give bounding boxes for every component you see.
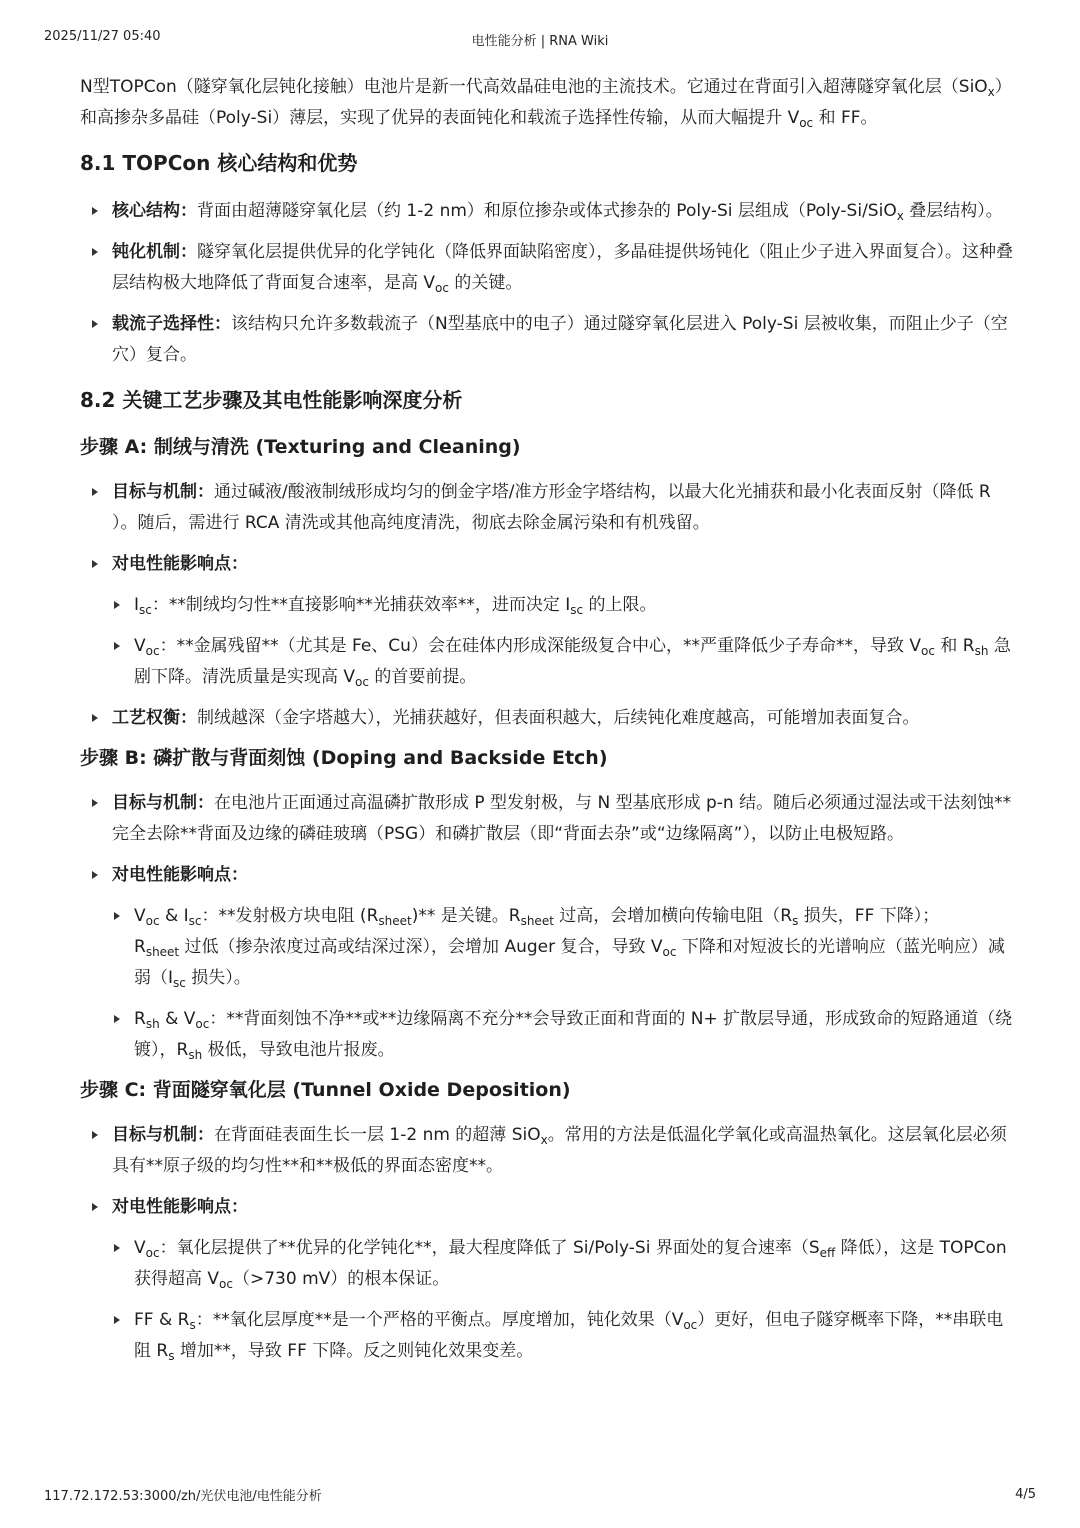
list-item: 目标与机制：在电池片正面通过高温磷扩散形成 P 型发射极，与 N 型基底形成 p-n 结。随后必须通过湿法或干法刻蚀**完全去除**背面及边缘的磷硅玻璃（PSG）和磷扩散层（即“背面去杂”或“边缘隔离”），以防止电极短路。 [80, 788, 1015, 850]
bullet-triangle-icon [92, 1203, 98, 1211]
bullet-triangle-icon [92, 248, 98, 256]
bullet-triangle-icon [114, 601, 120, 609]
bullet-triangle-icon [92, 714, 98, 722]
bullet-triangle-icon [114, 1244, 120, 1252]
bullet-triangle-icon [92, 207, 98, 215]
list-item: $V_{oc}$：氧化层提供了**优异的化学钝化**，最大程度降低了 Si/Poly-Si 界面处的复合速率（$S_{eff}$ 降低），这是 TOPCon 获得超高 $V_{oc}(>730$ mV）的根本保证。 [80, 1233, 1015, 1295]
list-item: 对电性能影响点： [80, 549, 1015, 580]
bullet-triangle-icon [92, 560, 98, 568]
topcon-structure-list [80, 196, 1015, 371]
section-heading-8-2: 8.2 关键工艺步骤及其电性能影响深度分析 [80, 388, 463, 412]
bullet-triangle-icon [92, 871, 98, 879]
list-item: 钝化机制：隧穿氧化层提供优异的化学钝化（降低界面缺陷密度），多晶硅提供场钝化（阻止少子进入界面复合）。这种叠层结构极大地降低了背面复合速率，是高 $V_{oc}$ 的关键。 [80, 237, 1015, 299]
list-item: $R_{sh}$ & $V_{oc}$：**背面刻蚀不净**或**边缘隔离不充分**会导致正面和背面的 N+ 扩散层导通，形成致命的短路通道（绕镀），$R_{sh}$ 极低，导致电池片报废。 [80, 1004, 1015, 1066]
list-item: $I_{sc}$：**制绒均匀性**直接影响**光捕获效率**，进而决定 $I_{sc}$ 的上限。 [80, 590, 1015, 621]
intro-paragraph: N型TOPCon（隧穿氧化层钝化接触）电池片是新一代高效晶硅电池的主流技术。它通过在背面引入超薄隧穿氧化层（SiO$_x$）和高掺杂多晶硅（Poly-Si）薄层，实现了优异的表面钝化和载流子选择性传输，从而大幅提升 $V_{oc}$ 和 FF。 [80, 77, 1012, 130]
list-item: 对电性能影响点： [80, 1192, 1015, 1223]
list-item: 对电性能影响点： [80, 860, 1015, 891]
list-item: 载流子选择性：该结构只允许多数载流子（N型基底中的电子）通过隧穿氧化层进入 Poly-Si 层被收集，而阻止少子（空穴）复合。 [80, 309, 1015, 371]
page-url: 117.72.172.53:3000/zh/光伏电池/电性能分析 [44, 1489, 322, 1504]
bullet-triangle-icon [114, 642, 120, 650]
bullet-triangle-icon [114, 912, 120, 920]
article-content [80, 72, 1015, 1377]
page-header-title: 电性能分析 | RNA Wiki [471, 34, 609, 49]
list-item: 工艺权衡：制绒越深（金字塔越大），光捕获越好，但表面积越大，后续钝化难度越高，可能增加表面复合。 [80, 703, 1015, 734]
list-item: 目标与机制：在背面硅表面生长一层 1-2 nm 的超薄 SiO$_x$。常用的方法是低温化学氧化或高温热氧化。这层氧化层必须具有**原子级的均匀性**和**极低的界面态密度**。 [80, 1120, 1015, 1182]
step-b-heading: 步骤 B: 磷扩散与背面刻蚀 (Doping and Backside Etch) [80, 747, 608, 769]
bullet-triangle-icon [92, 320, 98, 328]
bullet-triangle-icon [114, 1015, 120, 1023]
bullet-triangle-icon [92, 1131, 98, 1139]
list-item: $V_{oc}$：**金属残留**（尤其是 Fe、Cu）会在硅体内形成深能级复合中心，**严重降低少子寿命**，导致 $V_{oc}$ 和 $R_{sh}$ 急剧下降。清洗质量是实现高 $V_{oc}$ 的首要前提。 [80, 631, 1015, 693]
list-item: $V_{oc}$ & $I_{sc}$：**发射极方块电阻 $(R_{sheet})**$ 是关键。$R_{sheet}$ 过高，会增加横向传输电阻（$R_s$ 损失，FF 下降）； $R_{sheet}$ 过低（掺杂浓度过高或结深过深），会增加 Auger 复合，导致 $V_{oc}$ 下降和对短波长的光谱响应（蓝光响应）减弱（$I_{sc}$ 损失）。 [80, 901, 1015, 994]
page-number: 4/5 [1015, 1487, 1036, 1502]
list-item: 目标与机制：通过碱液/酸液制绒形成均匀的倒金字塔/准方形金字塔结构，以最大化光捕获和最小化表面反射（降低 R ）。随后，需进行 RCA 清洗或其他高纯度清洗，彻底去除金属污染和有机残留。 [80, 477, 1015, 539]
step-c-heading: 步骤 C: 背面隧穿氧化层 (Tunnel Oxide Deposition) [80, 1079, 571, 1101]
section-heading-8-1: 8.1 TOPCon 核心结构和优势 [80, 151, 358, 175]
bullet-triangle-icon [92, 799, 98, 807]
step-a-list [80, 477, 1015, 734]
step-c-list [80, 1120, 1015, 1367]
bullet-triangle-icon [92, 488, 98, 496]
print-datetime: 2025/11/27 05:40 [44, 29, 161, 44]
bullet-triangle-icon [114, 1316, 120, 1324]
list-item: 核心结构：背面由超薄隧穿氧化层（约 1-2 nm）和原位掺杂或体式掺杂的 Poly-Si 层组成（Poly-Si/SiO$_x$ 叠层结构）。 [80, 196, 1015, 227]
step-a-heading: 步骤 A: 制绒与清洗 (Texturing and Cleaning) [80, 436, 521, 458]
list-item: FF & $R_s$：**氧化层厚度**是一个严格的平衡点。厚度增加，钝化效果$(V_{oc})$更好，但电子隧穿概率下降，**串联电阻 $R_s$ 增加**，导致 FF 下降。反之则钝化效果变差。 [80, 1305, 1015, 1367]
step-b-list [80, 788, 1015, 1066]
